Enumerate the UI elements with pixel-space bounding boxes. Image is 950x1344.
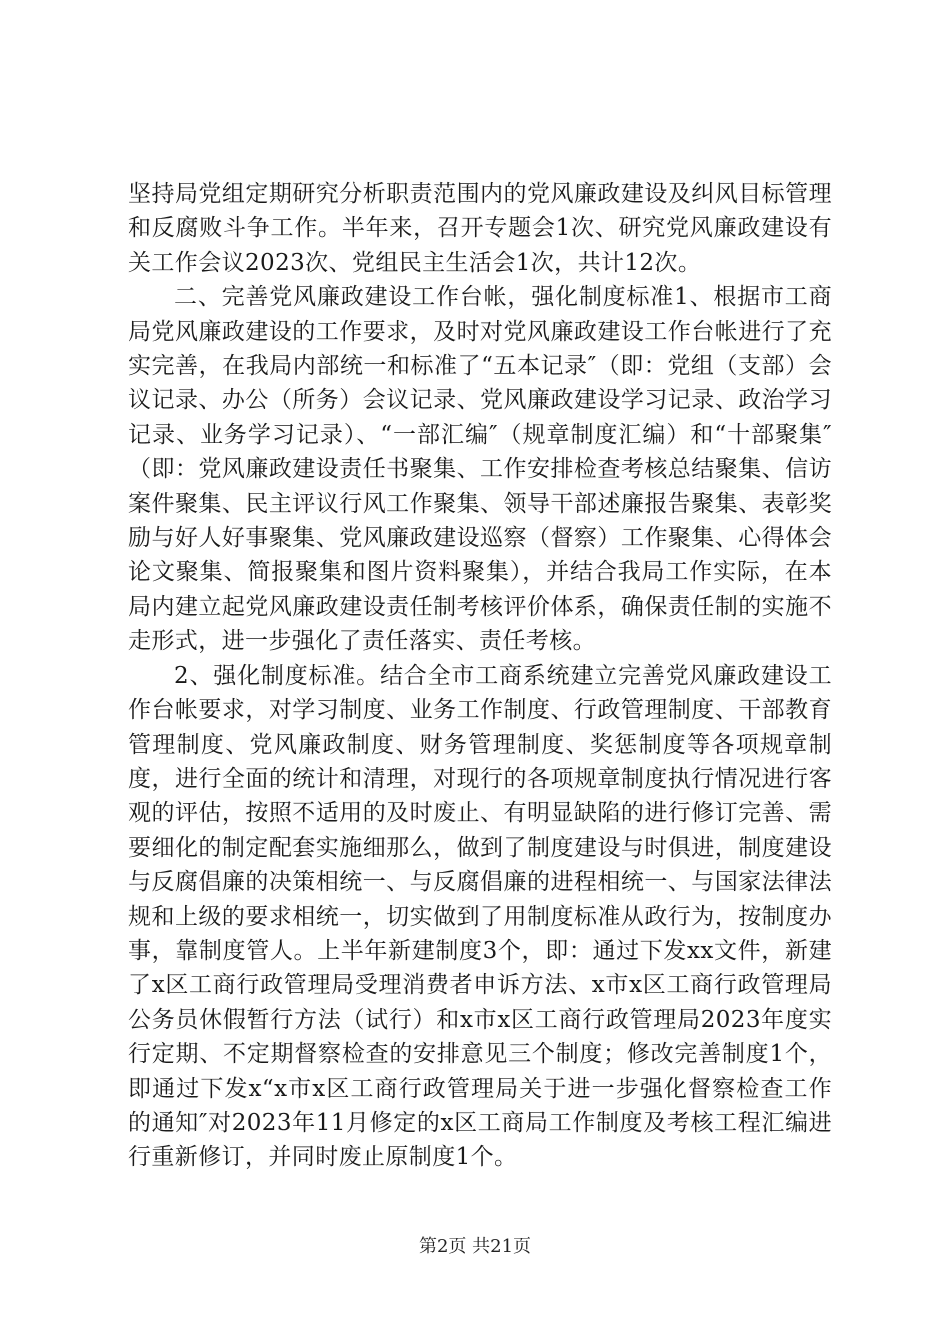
- paragraph-continuation: 坚持局党组定期研究分析职责范围内的党风廉政建设及纠风目标管理和反腐败斗争工作。半年来，召开专题会1次、研究党风廉政建设有关工作会议2023次、党组民主生活会1次，共计12次。: [128, 181, 832, 276]
- page-number-footer: 第2页 共21页: [418, 1236, 532, 1257]
- paragraph-item-two: 2、强化制度标准。结合全市工商系统建立完善党风廉政建设工作台帐要求，对学习制度、业务工作制度、行政管理制度、干部教育管理制度、党风廉政制度、财务管理制度、奖惩制度等各项规章制度，进行全面的统计和清理，对现行的各项规章制度执行情况进行客观的评估，按照不适用的及时废止、有明显缺陷的进行修订完善、需要细化的制定配套实施细那么，做到了制度建设与时俱进，制度建设与反腐倡廉的决策相统一、与反腐倡廉的进程相统一、与国家法律法规和上级的要求相统一，切实做到了用制度标准从政行为，按制度办事，靠制度管人。上半年新建制度3个，即：通过下发xx文件，新建了x区工商行政管理局受理消费者申诉方法、x市x区工商行政管理局公务员休假暂行方法（试行）和x市x区工商行政管理局2023年度实行定期、不定期督察检查的安排意见三个制度；修改完善制度1个，即通过下发x“x市x区工商行政管理局关于进一步强化督察检查工作的通知″对2023年11月修定的x区工商局工作制度及考核工程汇编进行重新修订，并同时废止原制度1个。: [128, 662, 832, 1171]
- document-body: [128, 177, 832, 1175]
- paragraph-section-two: 二、完善党风廉政建设工作台帐，强化制度标准1、根据市工商局党风廉政建设的工作要求，及时对党风廉政建设工作台帐进行了充实完善，在我局内部统一和标准了“五本记录″（即：党组（支部）会议记录、办公（所务）会议记录、党风廉政建设学习记录、政治学习记录、业务学习记录）、“一部汇编″（规章制度汇编）和“十部聚集″（即：党风廉政建设责任书聚集、工作安排检查考核总结聚集、信访案件聚集、民主评议行风工作聚集、领导干部述廉报告聚集、表彰奖励与好人好事聚集、党风廉政建设巡察（督察）工作聚集、心得体会论文聚集、简报聚集和图片资料聚集），并结合我局工作实际，在本局内建立起党风廉政建设责任制考核评价体系，确保责任制的实施不走形式，进一步强化了责任落实、责任考核。: [128, 284, 832, 655]
